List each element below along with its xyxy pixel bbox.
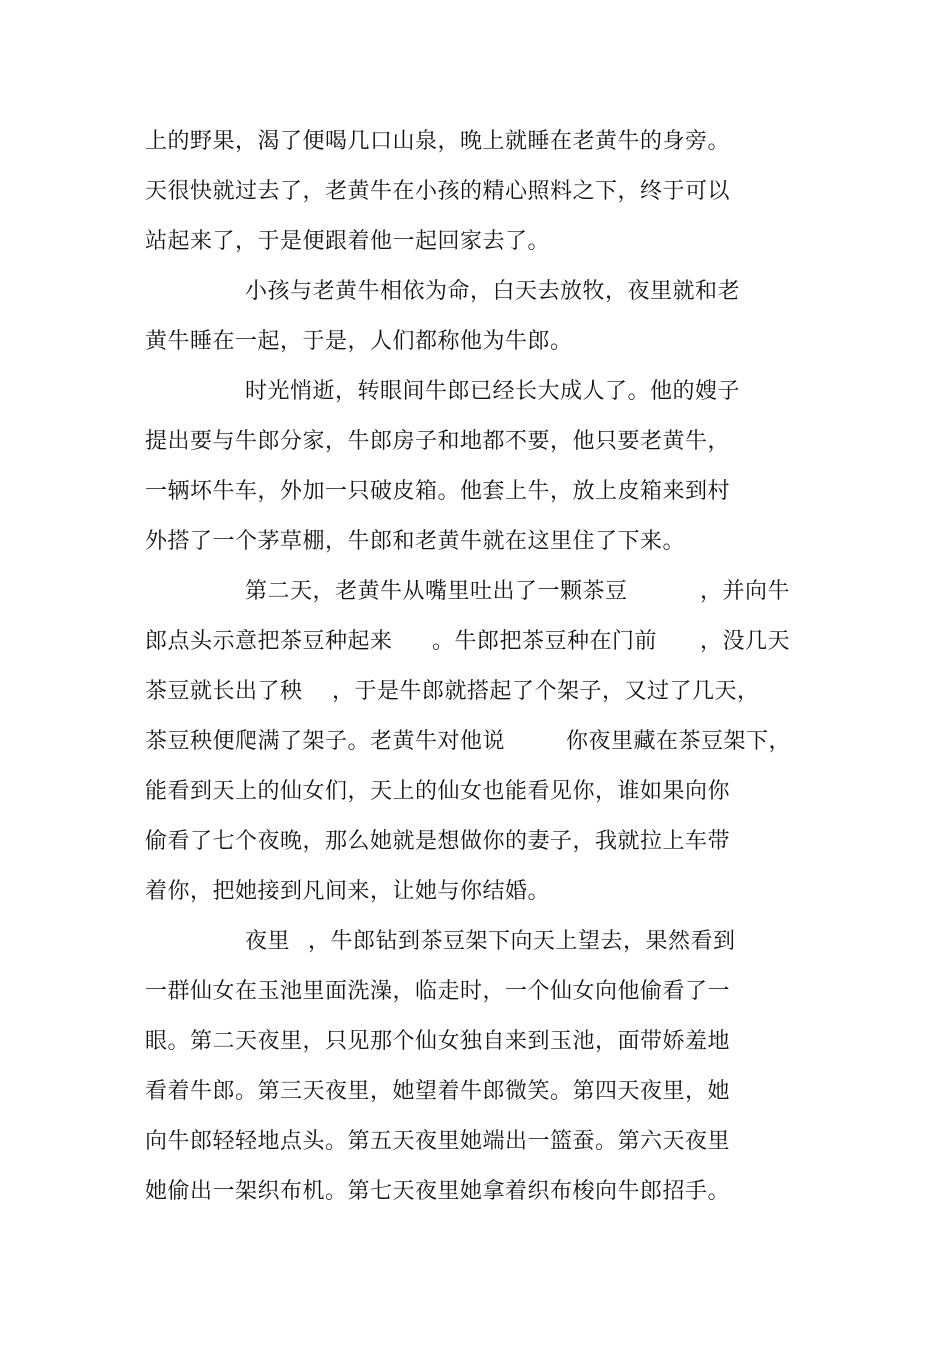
text-line: 外搭了一个茅草棚，牛郎和老黄牛就在这里住了下来。 — [145, 529, 686, 554]
text-line: 夜里 — [245, 929, 291, 954]
text-line: 着你，把她接到凡间来，让她与你结婚。 — [145, 879, 551, 904]
text-line: ，于是牛郎就搭起了个架子，又过了几天， — [332, 679, 760, 704]
text-line: 茶豆就长出了秧 — [145, 679, 303, 704]
text-line: 一群仙女在玉池里面洗澡，临走时，一个仙女向他偷看了一 — [145, 979, 731, 1004]
text-line: 茶豆秧便爬满了架子。老黄牛对他说 — [145, 729, 506, 754]
text-line: 郎点头示意把茶豆种起来 — [145, 629, 393, 654]
text-line: 一辆坏牛车，外加一只破皮箱。他套上牛，放上皮箱来到村 — [145, 479, 731, 504]
text-line: 站起来了，于是便跟着他一起回家去了。 — [145, 229, 551, 254]
text-line: 向牛郎轻轻地点头。第五天夜里她端出一篮蚕。第六天夜里 — [145, 1129, 731, 1154]
text-line: 上的野果，渴了便喝几口山泉，晚上就睡在老黄牛的身旁。 — [145, 129, 731, 154]
text-line: 看着牛郎。第三天夜里，她望着牛郎微笑。第四天夜里，她 — [145, 1079, 731, 1104]
text-line: 第二天，老黄牛从嘴里吐出了一颗茶豆 — [245, 579, 628, 604]
text-line: 偷看了七个夜晚，那么她就是想做你的妻子，我就拉上车带 — [145, 829, 731, 854]
text-line: 提出要与牛郎分家，牛郎房子和地都不要，他只要老黄牛， — [145, 429, 731, 454]
text-line: 时光悄逝，转眼间牛郎已经长大成人了。他的嫂子 — [245, 379, 741, 404]
text-line: 。牛郎把茶豆种在门前 — [432, 629, 658, 654]
text-line: 眼。第二天夜里，只见那个仙女独自来到玉池，面带娇羞地 — [145, 1029, 731, 1054]
text-line: 天很快就过去了，老黄牛在小孩的精心照料之下，终于可以 — [145, 179, 731, 204]
text-line: ，牛郎钻到茶豆架下向天上望去，果然看到 — [308, 929, 736, 954]
text-line: 能看到天上的仙女们，天上的仙女也能看见你，谁如果向你 — [145, 779, 731, 804]
text-line: 小孩与老黄牛相依为命，白天去放牧，夜里就和老 — [245, 279, 741, 304]
text-line: 黄牛睡在一起，于是，人们都称他为牛郎。 — [145, 329, 573, 354]
text-line: 你夜里藏在茶豆架下， — [566, 729, 792, 754]
text-line: ，没几天 — [700, 629, 791, 654]
text-line: ，并向牛 — [700, 579, 791, 604]
text-line: 她偷出一架织布机。第七天夜里她拿着织布梭向牛郎招手。 — [145, 1179, 731, 1204]
